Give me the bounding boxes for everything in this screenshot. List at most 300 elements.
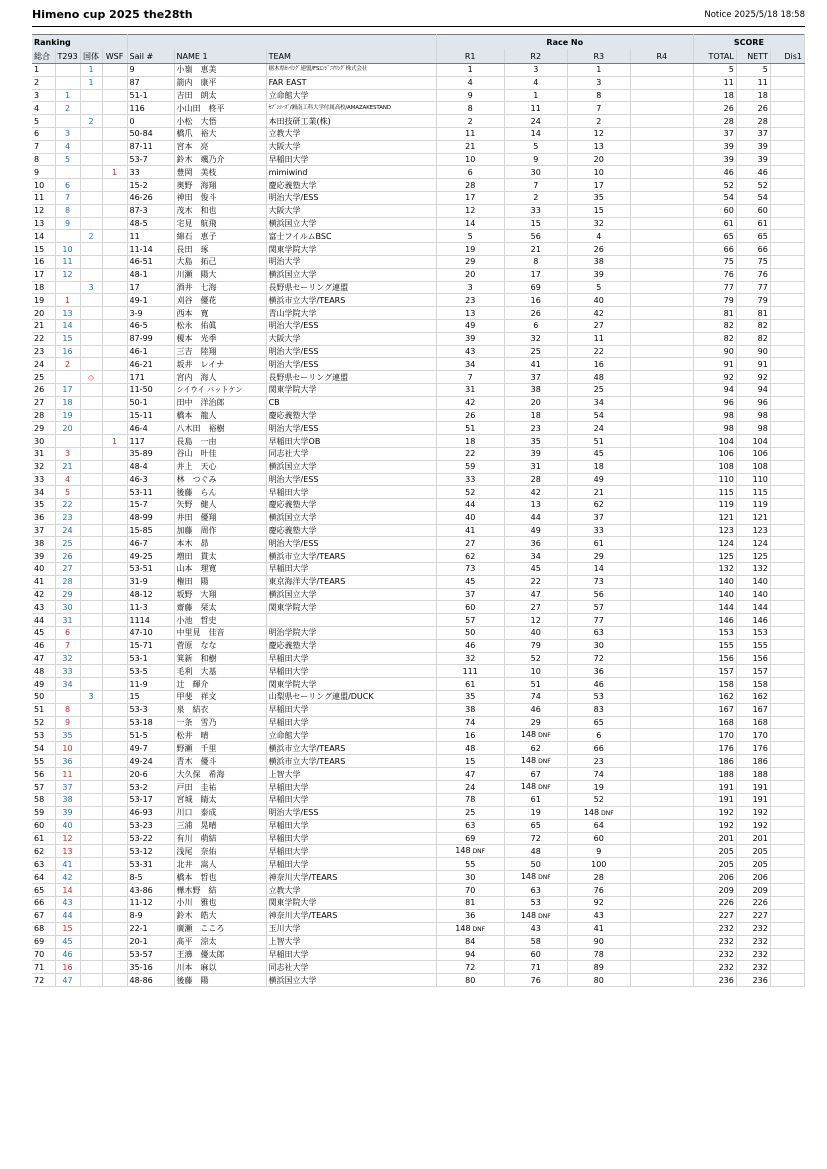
overall-rank: 54 — [32, 742, 55, 755]
overall-rank: 59 — [32, 806, 55, 819]
race-1: 72 — [436, 961, 504, 974]
total-score: 26 — [693, 102, 736, 115]
overall-rank: 10 — [32, 179, 55, 192]
kokutai-rank — [80, 961, 102, 974]
overall-rank: 17 — [32, 268, 55, 281]
sail-number: 53-23 — [127, 819, 174, 832]
discard-1 — [770, 922, 804, 935]
kokutai-rank — [80, 166, 102, 179]
race-3: 40 — [567, 294, 630, 307]
overall-rank: 12 — [32, 204, 55, 217]
total-score: 124 — [693, 537, 736, 550]
race-2: 37 — [504, 371, 567, 384]
discard-1 — [770, 716, 804, 729]
nett-score: 232 — [736, 948, 770, 961]
race-3: 60 — [567, 832, 630, 845]
race-2: 40 — [504, 627, 567, 640]
race-1: 8 — [436, 102, 504, 115]
team-name: 早稲田大学 — [266, 781, 436, 794]
wsf-rank — [102, 781, 127, 794]
t293-rank: 15 — [55, 922, 80, 935]
discard-1 — [770, 268, 804, 281]
col-total: TOTAL — [693, 49, 736, 64]
sailor-name: 長島 一由 — [174, 435, 266, 448]
dnf-flag: DNF — [538, 874, 551, 882]
race-1: 62 — [436, 550, 504, 563]
t293-rank: 37 — [55, 781, 80, 794]
race-4 — [630, 179, 693, 192]
total-score: 156 — [693, 652, 736, 665]
nett-score: 155 — [736, 639, 770, 652]
overall-rank: 11 — [32, 191, 55, 204]
race-2: 50 — [504, 858, 567, 871]
sailor-name: 髙平 涼太 — [174, 935, 266, 948]
table-row — [32, 243, 805, 256]
race-4 — [630, 294, 693, 307]
table-row — [32, 897, 805, 910]
nett-score: 168 — [736, 716, 770, 729]
kokutai-rank — [80, 345, 102, 358]
discard-1 — [770, 358, 804, 371]
table-row — [32, 614, 805, 627]
race-2: 14 — [504, 127, 567, 140]
t293-rank: 39 — [55, 806, 80, 819]
sail-number: 87 — [127, 76, 174, 89]
t293-rank: 7 — [55, 191, 80, 204]
total-score: 188 — [693, 768, 736, 781]
team-name: 慶応義塾大学 — [266, 639, 436, 652]
discard-1 — [770, 409, 804, 422]
t293-rank: 6 — [55, 627, 80, 640]
total-score: 37 — [693, 127, 736, 140]
race-4 — [630, 102, 693, 115]
sail-number: 35-16 — [127, 961, 174, 974]
kokutai-rank — [80, 153, 102, 166]
wsf-rank — [102, 832, 127, 845]
race-3: 53 — [567, 691, 630, 704]
team-name: 横浜国立大学 — [266, 588, 436, 601]
sailor-name: 毛利 大基 — [174, 665, 266, 678]
race-3: 5 — [567, 281, 630, 294]
kokutai-rank — [80, 383, 102, 396]
race-3: 57 — [567, 601, 630, 614]
t293-rank: 20 — [55, 422, 80, 435]
wsf-rank: 1 — [102, 435, 127, 448]
table-row — [32, 627, 805, 640]
t293-rank: 12 — [55, 832, 80, 845]
race-3: 83 — [567, 703, 630, 716]
sail-number: 53-3 — [127, 703, 174, 716]
total-score: 79 — [693, 294, 736, 307]
race-3: 89 — [567, 961, 630, 974]
nett-score: 60 — [736, 204, 770, 217]
race-2: 31 — [504, 460, 567, 473]
race-2: 12 — [504, 614, 567, 627]
kokutai-rank — [80, 768, 102, 781]
kokutai-rank — [80, 871, 102, 884]
discard-1 — [770, 794, 804, 807]
nett-score: 232 — [736, 961, 770, 974]
discard-1 — [770, 140, 804, 153]
race-4 — [630, 550, 693, 563]
race-1: 73 — [436, 563, 504, 576]
sail-number: 53-7 — [127, 153, 174, 166]
t293-rank: 16 — [55, 345, 80, 358]
race-1: 26 — [436, 409, 504, 422]
nett-score: 104 — [736, 435, 770, 448]
sail-number: 53-11 — [127, 486, 174, 499]
race-1: 32 — [436, 652, 504, 665]
sailor-name: 鈴木 颯乃介 — [174, 153, 266, 166]
nett-score: 132 — [736, 563, 770, 576]
wsf-rank — [102, 89, 127, 102]
wsf-rank — [102, 922, 127, 935]
sailor-name: 宮城 睛太 — [174, 794, 266, 807]
race-1: 9 — [436, 89, 504, 102]
sailor-name: 箭内 康平 — [174, 76, 266, 89]
total-score: 65 — [693, 230, 736, 243]
nett-score: 226 — [736, 897, 770, 910]
nett-score: 192 — [736, 806, 770, 819]
race-2: 53 — [504, 897, 567, 910]
sail-number: 15 — [127, 691, 174, 704]
sail-number: 48-86 — [127, 974, 174, 987]
race-3: 29 — [567, 550, 630, 563]
race-4 — [630, 435, 693, 448]
results-body — [32, 64, 805, 987]
nett-score: 201 — [736, 832, 770, 845]
table-row — [32, 383, 805, 396]
nett-score: 146 — [736, 614, 770, 627]
kokutai-rank — [80, 319, 102, 332]
team-name: 大阪大学 — [266, 140, 436, 153]
notice-timestamp: Notice 2025/5/18 18:58 — [704, 10, 805, 20]
overall-rank: 70 — [32, 948, 55, 961]
team-name: 慶応義塾大学 — [266, 499, 436, 512]
race-1: 4 — [436, 76, 504, 89]
race-2: 17 — [504, 268, 567, 281]
total-score: 98 — [693, 422, 736, 435]
race-1: 57 — [436, 614, 504, 627]
discard-1 — [770, 806, 804, 819]
race-2: 7 — [504, 179, 567, 192]
sailor-name: 浅尾 奈佑 — [174, 845, 266, 858]
total-score: 158 — [693, 678, 736, 691]
table-row — [32, 948, 805, 961]
sail-number: 51-5 — [127, 729, 174, 742]
t293-rank — [55, 115, 80, 128]
nett-score: 153 — [736, 627, 770, 640]
t293-rank: 46 — [55, 948, 80, 961]
nett-score: 209 — [736, 884, 770, 897]
table-row — [32, 371, 805, 384]
table-row — [32, 974, 805, 987]
race-4 — [630, 319, 693, 332]
team-name: 立命館大学 — [266, 729, 436, 742]
discard-1 — [770, 871, 804, 884]
t293-rank: 8 — [55, 703, 80, 716]
table-row — [32, 563, 805, 576]
nett-score: 98 — [736, 422, 770, 435]
table-row — [32, 781, 805, 794]
race-1 — [436, 845, 504, 858]
race-3: 6 — [567, 729, 630, 742]
sail-number: 53-1 — [127, 652, 174, 665]
sail-number: 171 — [127, 371, 174, 384]
total-score: 90 — [693, 345, 736, 358]
team-name: 早稲田大学 — [266, 858, 436, 871]
race-4 — [630, 601, 693, 614]
sail-number: 87-99 — [127, 332, 174, 345]
overall-rank: 65 — [32, 884, 55, 897]
team-name: 大阪大学 — [266, 332, 436, 345]
kokutai-rank — [80, 974, 102, 987]
nett-score: 205 — [736, 858, 770, 871]
race-1: 49 — [436, 319, 504, 332]
sailor-name: 後藤 陽 — [174, 974, 266, 987]
race-2: 65 — [504, 819, 567, 832]
kokutai-rank — [80, 486, 102, 499]
sailor-name: 神田 俊斗 — [174, 191, 266, 204]
nett-score: 82 — [736, 332, 770, 345]
sail-number: 53-31 — [127, 858, 174, 871]
table-row — [32, 575, 805, 588]
race-2: 34 — [504, 550, 567, 563]
team-name: CB — [266, 396, 436, 409]
kokutai-rank — [80, 89, 102, 102]
race-1: 20 — [436, 268, 504, 281]
wsf-rank — [102, 115, 127, 128]
race-3: 25 — [567, 383, 630, 396]
sailor-name: 松永 佑眞 — [174, 319, 266, 332]
race-4 — [630, 383, 693, 396]
table-row — [32, 140, 805, 153]
wsf-rank — [102, 575, 127, 588]
table-row — [32, 447, 805, 460]
t293-rank — [55, 281, 80, 294]
kokutai-rank — [80, 550, 102, 563]
race-2: 45 — [504, 563, 567, 576]
sail-number: 53-17 — [127, 794, 174, 807]
sail-number: 11-3 — [127, 601, 174, 614]
race-score-value: 148 — [520, 782, 537, 792]
kokutai-rank — [80, 614, 102, 627]
total-score: 232 — [693, 935, 736, 948]
race-4 — [630, 499, 693, 512]
nett-score: 39 — [736, 153, 770, 166]
race-4 — [630, 115, 693, 128]
t293-rank: 4 — [55, 140, 80, 153]
race-3: 17 — [567, 179, 630, 192]
kokutai-rank — [80, 794, 102, 807]
race-1: 35 — [436, 691, 504, 704]
race-4 — [630, 332, 693, 345]
dnf-flag: DNF — [472, 848, 486, 856]
overall-rank: 1 — [32, 64, 55, 77]
total-score: 104 — [693, 435, 736, 448]
sail-number: 53-57 — [127, 948, 174, 961]
overall-rank: 13 — [32, 217, 55, 230]
sail-number: 51-1 — [127, 89, 174, 102]
total-score: 61 — [693, 217, 736, 230]
kokutai-rank: 3 — [80, 691, 102, 704]
t293-rank: 41 — [55, 858, 80, 871]
wsf-rank — [102, 127, 127, 140]
sailor-name: 三浦 晃晴 — [174, 819, 266, 832]
race-1: 69 — [436, 832, 504, 845]
discard-1 — [770, 460, 804, 473]
race-1: 13 — [436, 307, 504, 320]
race-1: 17 — [436, 191, 504, 204]
total-score: 170 — [693, 729, 736, 742]
t293-rank: 35 — [55, 729, 80, 742]
race-3 — [567, 806, 630, 819]
race-1: 39 — [436, 332, 504, 345]
kokutai-rank — [80, 191, 102, 204]
race-1: 52 — [436, 486, 504, 499]
team-name: 関東学院大学 — [266, 383, 436, 396]
race-2: 22 — [504, 575, 567, 588]
sailor-name: 菅原 なな — [174, 639, 266, 652]
race-4 — [630, 935, 693, 948]
sail-number: 48-12 — [127, 588, 174, 601]
discard-1 — [770, 179, 804, 192]
race-4 — [630, 871, 693, 884]
total-score: 121 — [693, 511, 736, 524]
race-1: 41 — [436, 524, 504, 537]
race-2: 79 — [504, 639, 567, 652]
table-row — [32, 716, 805, 729]
total-score: 201 — [693, 832, 736, 845]
total-score: 110 — [693, 473, 736, 486]
kokutai-rank — [80, 217, 102, 230]
race-2: 28 — [504, 473, 567, 486]
nett-score: 26 — [736, 102, 770, 115]
race-1: 33 — [436, 473, 504, 486]
discard-1 — [770, 703, 804, 716]
kokutai-rank — [80, 716, 102, 729]
table-row — [32, 115, 805, 128]
t293-rank: 13 — [55, 307, 80, 320]
t293-rank: 9 — [55, 716, 80, 729]
sailor-name: 茂木 和也 — [174, 204, 266, 217]
t293-rank: 10 — [55, 243, 80, 256]
col-r1: R1 — [436, 49, 504, 64]
table-row — [32, 588, 805, 601]
overall-rank: 20 — [32, 307, 55, 320]
t293-rank: 47 — [55, 974, 80, 987]
race-2: 25 — [504, 345, 567, 358]
sail-number: 8-5 — [127, 871, 174, 884]
wsf-rank — [102, 755, 127, 768]
wsf-rank — [102, 409, 127, 422]
discard-1 — [770, 948, 804, 961]
team-name: FAR EAST — [266, 76, 436, 89]
race-1: 22 — [436, 447, 504, 460]
discard-1 — [770, 742, 804, 755]
overall-rank: 46 — [32, 639, 55, 652]
wsf-rank — [102, 729, 127, 742]
total-score: 46 — [693, 166, 736, 179]
kokutai-rank — [80, 742, 102, 755]
team-name: 関東学院大学 — [266, 601, 436, 614]
overall-rank: 48 — [32, 665, 55, 678]
overall-rank: 49 — [32, 678, 55, 691]
sailor-name: 酒井 七海 — [174, 281, 266, 294]
team-name: 慶応義塾大学 — [266, 409, 436, 422]
table-row — [32, 307, 805, 320]
race-3: 90 — [567, 935, 630, 948]
t293-rank: 3 — [55, 447, 80, 460]
race-4 — [630, 729, 693, 742]
race-3: 23 — [567, 755, 630, 768]
wsf-rank — [102, 153, 127, 166]
team-name: 早稲田大学OB — [266, 435, 436, 448]
nett-score: 125 — [736, 550, 770, 563]
wsf-rank — [102, 871, 127, 884]
race-3: 9 — [567, 845, 630, 858]
kokutai-rank — [80, 140, 102, 153]
team-name: 山梨県セーリング連盟/DUCK — [266, 691, 436, 704]
sail-number: 46-5 — [127, 319, 174, 332]
race-4 — [630, 588, 693, 601]
sailor-name: 本木 昴 — [174, 537, 266, 550]
discard-1 — [770, 961, 804, 974]
team-name: 神奈川大学/TEARS — [266, 871, 436, 884]
sail-number: 15-11 — [127, 409, 174, 422]
race-score-value: 148 — [520, 872, 537, 882]
sail-number: 49-24 — [127, 755, 174, 768]
overall-rank: 64 — [32, 871, 55, 884]
t293-rank: 32 — [55, 652, 80, 665]
sail-number: 15-2 — [127, 179, 174, 192]
sail-number: 49-7 — [127, 742, 174, 755]
team-name: 明治大学/ESS — [266, 537, 436, 550]
wsf-rank — [102, 897, 127, 910]
discard-1 — [770, 665, 804, 678]
wsf-rank — [102, 307, 127, 320]
race-1: 30 — [436, 871, 504, 884]
team-name: 早稲田大学 — [266, 665, 436, 678]
race-3: 48 — [567, 371, 630, 384]
race-4 — [630, 716, 693, 729]
race-2: 29 — [504, 716, 567, 729]
nett-score: 76 — [736, 268, 770, 281]
sailor-name: 橋本 哲也 — [174, 871, 266, 884]
team-name: 早稲田大学 — [266, 153, 436, 166]
race-4 — [630, 64, 693, 77]
race-2: 35 — [504, 435, 567, 448]
race-3: 18 — [567, 460, 630, 473]
wsf-rank — [102, 345, 127, 358]
sail-number: 53-18 — [127, 716, 174, 729]
t293-rank: 12 — [55, 268, 80, 281]
sail-number: 11-50 — [127, 383, 174, 396]
race-4 — [630, 768, 693, 781]
nett-score: 206 — [736, 871, 770, 884]
race-1: 31 — [436, 383, 504, 396]
race-1: 12 — [436, 204, 504, 217]
nett-score: 46 — [736, 166, 770, 179]
team-name: 立命館大学 — [266, 89, 436, 102]
wsf-rank — [102, 948, 127, 961]
discard-1 — [770, 64, 804, 77]
race-2: 8 — [504, 255, 567, 268]
t293-rank: 44 — [55, 909, 80, 922]
total-score: 162 — [693, 691, 736, 704]
race-2: 23 — [504, 422, 567, 435]
discard-1 — [770, 319, 804, 332]
